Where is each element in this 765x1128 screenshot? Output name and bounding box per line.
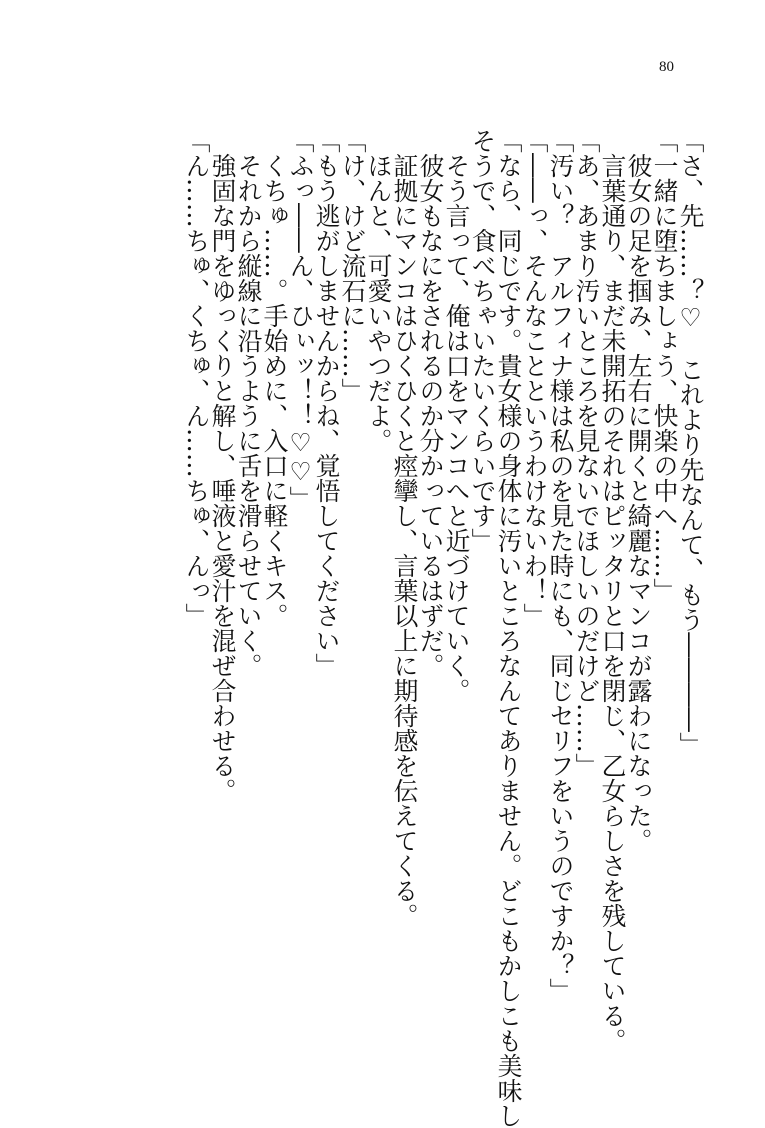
text-line: 「さ、先……？♡ これより先なんて、もう――――」 xyxy=(676,128,705,758)
text-line: 言葉通り、まだ未開拓のそれはピッタリと口を閉じ、乙女らしさを残している。 xyxy=(598,128,627,1053)
text-line: 「ん……ちゅ、くちゅ、ん……ちゅ、んっ」 xyxy=(182,128,211,628)
text-line: 「汚い？ アルフィナ様は私のを見た時にも、同じセリフをいうのですか？」 xyxy=(546,128,575,1003)
text-line: 「ふっ――ん、ひぃッ！！♡♡」 xyxy=(286,128,315,512)
text-line: 「――っ、そんなことというわけないわ！」 xyxy=(520,128,549,628)
text-line: そう言って、俺は口をマンコへと近づけていく。 xyxy=(442,128,471,703)
text-line: 「なら、同じです。貴女様の身体に汚いところなんてありません。どこもかしこも美味し xyxy=(494,128,523,1128)
text-line: ほんと、可愛いやつだよ。 xyxy=(364,128,393,453)
text-line: 強固な門をゆっくりと解し、唾液と愛汁を混ぜ合わせる。 xyxy=(208,128,237,803)
text-line: そうで、食べちゃいたいくらいです」 xyxy=(468,128,497,553)
text-line: 「あ、あまり汚いところを見ないでほしいのだけど……」 xyxy=(572,128,601,778)
text-line: くちゅ……。手始めに、入口に軽くキス。 xyxy=(260,128,289,628)
text-line: 証拠にマンコはひくひくと痙攣し、言葉以上に期待感を伝えてくる。 xyxy=(390,128,419,928)
text-line: それから縦線に沿うように舌を滑らせていく。 xyxy=(234,128,263,678)
text-line: 彼女の足を掴み、左右に開くと綺麗なマンコが露わになった。 xyxy=(624,128,653,853)
vertical-text-body xyxy=(182,128,705,1128)
text-line: 彼女もなにをされるのか分かっているはずだ。 xyxy=(416,128,445,678)
text-line: 「け、けど流石に……」 xyxy=(338,128,367,403)
text-line: 「一緒に堕ちましょう、快楽の中へ……」 xyxy=(650,128,679,603)
text-line: 「もう逃がしませんからね、覚悟してください」 xyxy=(312,128,341,678)
page-number: 80 xyxy=(659,59,674,75)
